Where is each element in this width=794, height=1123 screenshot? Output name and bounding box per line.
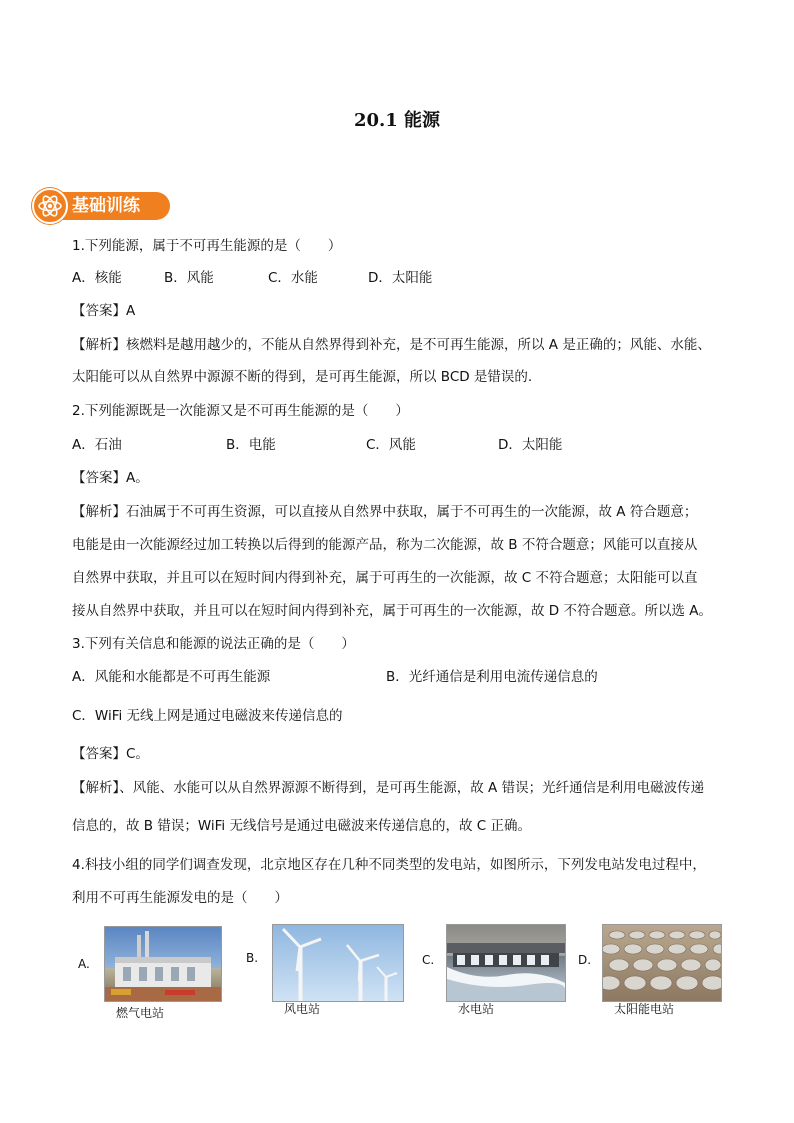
q1-analysis-line: 太阳能可以从自然界中源源不断的得到，是可再生能源，所以 BCD 是错误的. — [72, 369, 533, 385]
q4-image-caption: 风电站 — [284, 1002, 321, 1016]
q4-stem: 4.科技小组的同学们调查发现，北京地区存在几种不同类型的发电站，如图所示，下列发电站发电过程中， — [72, 857, 706, 873]
q1-options — [72, 268, 734, 288]
q1-option-a: A．核能 — [72, 270, 122, 286]
q4-image-letter: D. — [578, 953, 592, 967]
q2-answer: 【答案】A。 — [72, 470, 149, 486]
q2-option-b: B．电能 — [226, 437, 276, 453]
q3-option-b: B．光纤通信是利用电流传递信息的 — [386, 669, 598, 685]
q3-option-a: A．风能和水能都是不可再生能源 — [72, 669, 271, 685]
q2-option-a: A．石油 — [72, 437, 122, 453]
q1-analysis-line: 【解析】核燃料是越用越少的，不能从自然界得到补充，是不可再生能源，所以 A 是正确的；风能、水能、 — [72, 337, 711, 353]
q1-stem: 1.下列能源，属于不可再生能源的是（ ） — [72, 238, 342, 254]
q2-analysis-line: 接从自然界中获取，并且可以在短时间内得到补充，属于可再生的一次能源，故 D 不符合题意。所以选 A。 — [72, 603, 713, 619]
section-banner — [32, 188, 170, 224]
q4-image-letter: C. — [422, 953, 435, 967]
wind-farm-photo — [272, 924, 404, 1002]
q1-option-d: D．太阳能 — [368, 270, 433, 286]
hydropower-station-photo — [446, 924, 566, 1002]
q4-image-caption: 燃气电站 — [116, 1006, 165, 1020]
q3-stem: 3.下列有关信息和能源的说法正确的是（ ） — [72, 636, 355, 652]
q2-analysis-line: 自然界中获取，并且可以在短时间内得到补充，属于可再生的一次能源，故 C 不符合题意；太阳能可以直 — [72, 570, 698, 586]
q2-option-d: D．太阳能 — [498, 437, 563, 453]
q1-option-c: C．水能 — [268, 270, 318, 286]
q2-stem: 2.下列能源既是一次能源又是不可再生能源的是（ ） — [72, 403, 409, 419]
q2-analysis-line: 【解析】石油属于不可再生资源，可以直接从自然界中获取，属于不可再生的一次能源，故 A 符合题意； — [72, 504, 698, 520]
banner-label: 基础训练 — [72, 196, 140, 216]
q4-image-letter: A. — [78, 957, 90, 971]
solar-power-station-photo — [602, 924, 722, 1002]
q3-options-row — [72, 667, 734, 687]
q1-answer: 【答案】A — [72, 303, 136, 319]
q3-answer: 【答案】C。 — [72, 746, 149, 762]
q3-analysis-line: 信息的，故 B 错误；WiFi 无线信号是通过电磁波来传递信息的，故 C 正确。 — [72, 818, 531, 834]
q1-option-b: B．风能 — [164, 270, 214, 286]
q4-stem: 利用不可再生能源发电的是（ ） — [72, 890, 288, 906]
q2-analysis-line: 电能是由一次能源经过加工转换以后得到的能源产品，称为二次能源，故 B 不符合题意；风能可以直接从 — [72, 537, 698, 553]
q2-options — [72, 435, 734, 455]
gas-power-station-photo — [104, 926, 222, 1002]
page-title: 20.1 能源 — [353, 110, 441, 131]
q2-option-c: C．风能 — [366, 437, 416, 453]
q4-image-caption: 太阳能电站 — [614, 1002, 675, 1016]
q4-image-caption: 水电站 — [458, 1002, 495, 1016]
q3-option-c: C．WiFi 无线上网是通过电磁波来传递信息的 — [72, 708, 343, 724]
q4-image-letter: B. — [246, 951, 259, 965]
atom-icon — [32, 188, 68, 224]
q3-analysis-line: 【解析】、风能、水能可以从自然界源源不断得到，是可再生能源，故 A 错误；光纤通信是利用电磁波传递 — [72, 780, 705, 796]
